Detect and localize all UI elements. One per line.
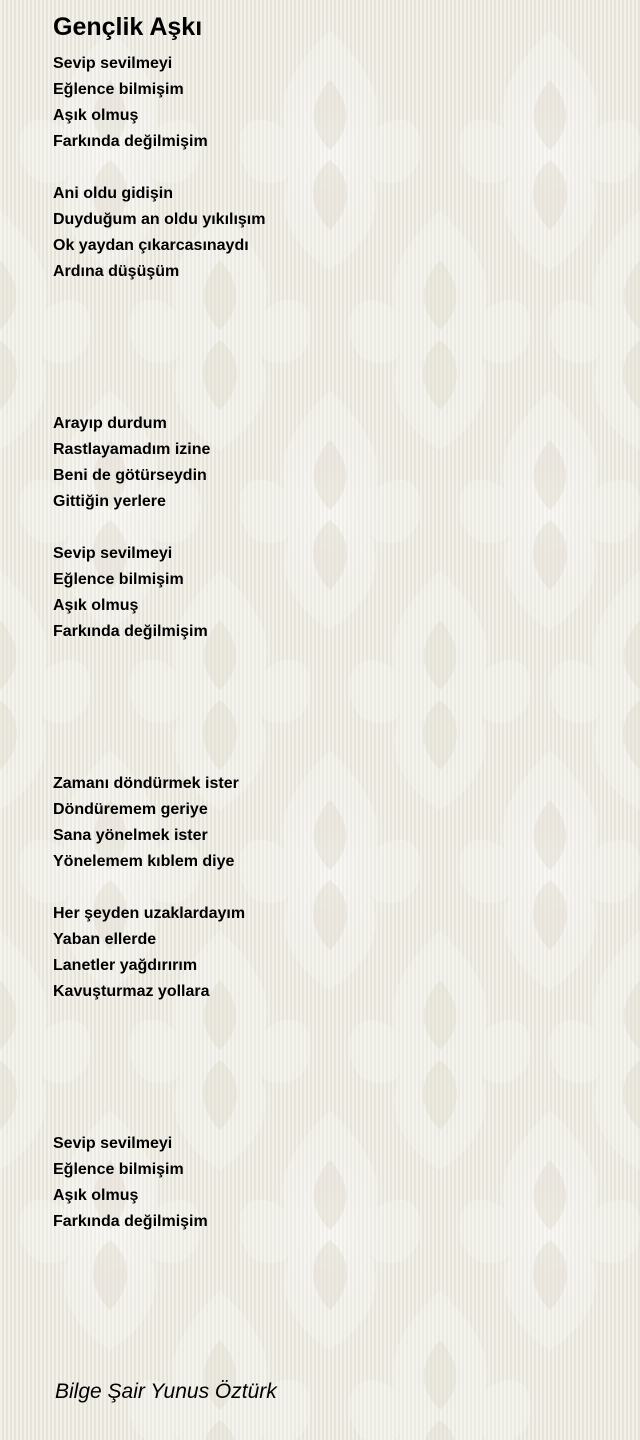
poem-line: Arayıp durdum (53, 415, 167, 432)
poem-line: Yönelemem kıblem diye (53, 853, 235, 870)
stanza-6 (53, 901, 245, 1005)
stanza-7 (53, 1131, 208, 1235)
poem-line: Eğlence bilmişim (53, 1161, 184, 1178)
poem-line: Sevip sevilmeyi (53, 55, 173, 72)
poem-line: Aşık olmuş (53, 597, 139, 614)
poem-line: Ani oldu gidişin (53, 185, 173, 202)
poem-line: Sevip sevilmeyi (53, 1135, 173, 1152)
poem-line: Aşık olmuş (53, 1187, 139, 1204)
poem-line: Duyduğum an oldu yıkılışım (53, 211, 266, 228)
poem-line: Zamanı döndürmek ister (53, 775, 239, 792)
poem-line: Rastlayamadım izine (53, 441, 211, 458)
poem-line: Döndüremem geriye (53, 801, 208, 818)
stanza-3 (53, 411, 210, 515)
stanza-1 (53, 51, 208, 155)
poem-line: Eğlence bilmişim (53, 571, 184, 588)
poem-line: Sevip sevilmeyi (53, 545, 173, 562)
poem-line: Yaban ellerde (53, 931, 157, 948)
poem-author: Bilge Şair Yunus Öztürk (55, 1380, 277, 1403)
poem-line: Farkında değilmişim (53, 1213, 208, 1230)
stanza-4 (53, 541, 208, 645)
poem-line: Ardına düşüşüm (53, 263, 180, 280)
poem-line: Beni de götürseydin (53, 467, 207, 484)
poem-line: Aşık olmuş (53, 107, 139, 124)
poem-line: Gittiğin yerlere (53, 493, 166, 510)
poem-title: Gençlik Aşkı (53, 13, 203, 41)
poem-line: Farkında değilmişim (53, 133, 208, 150)
poem-line: Ok yaydan çıkarcasınaydı (53, 237, 249, 254)
poem-line: Farkında değilmişim (53, 623, 208, 640)
poem-line: Her şeyden uzaklardayım (53, 905, 246, 922)
poem-line: Sana yönelmek ister (53, 827, 208, 844)
poem-line: Lanetler yağdırırım (53, 957, 198, 974)
stanza-2 (53, 181, 265, 285)
poem-line: Eğlence bilmişim (53, 81, 184, 98)
stanza-5 (53, 771, 239, 875)
poem-line: Kavuşturmaz yollara (53, 983, 210, 1000)
